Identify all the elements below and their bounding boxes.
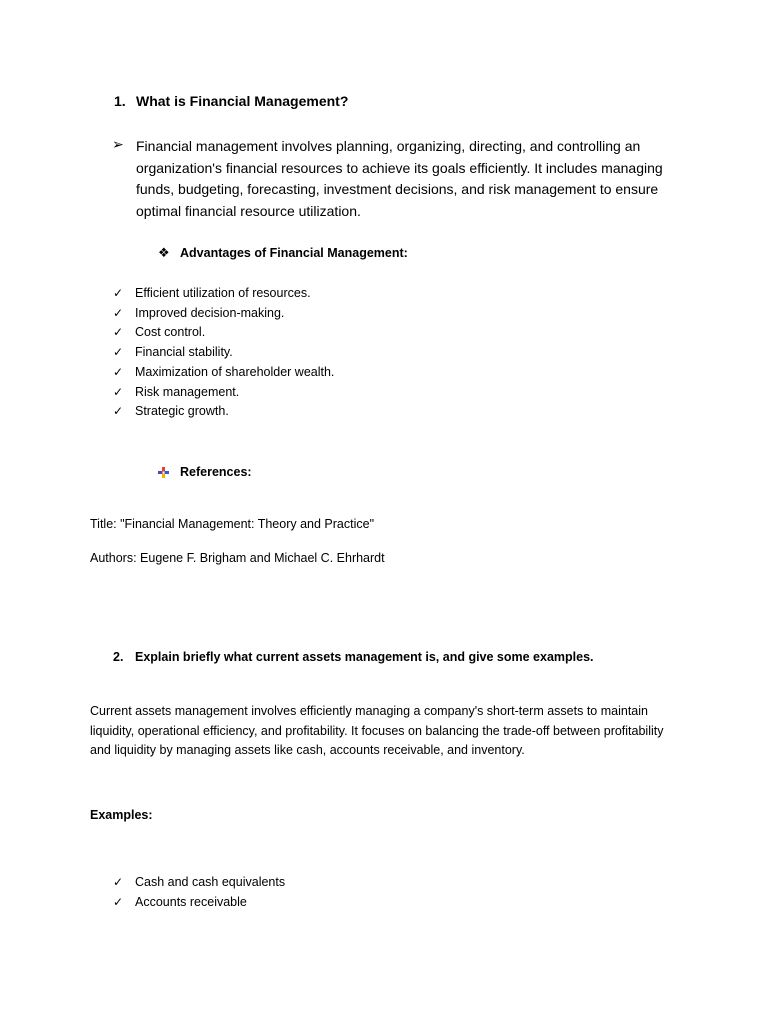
- reference-authors: Authors: Eugene F. Brigham and Michael C. Ehrhardt: [90, 551, 385, 565]
- list-item: [113, 873, 285, 893]
- list-item-text: Accounts receivable: [135, 894, 247, 909]
- list-item: [113, 893, 285, 913]
- section1-heading-text: What is Financial Management?: [136, 93, 349, 109]
- checkmark-icon: ✓: [113, 894, 124, 909]
- list-item-text: Efficient utilization of resources.: [135, 286, 311, 300]
- arrow-bullet-icon: ➢: [112, 136, 124, 152]
- list-item-text: Cash and cash equivalents: [135, 875, 286, 889]
- section2-heading-text: Explain briefly what current assets management is, and give some examples.: [135, 650, 594, 664]
- reference-title: Title: "Financial Management: Theory and Practice": [90, 517, 375, 531]
- list-item: [113, 284, 334, 304]
- list-item: [113, 343, 334, 363]
- list-item-text: Improved decision-making.: [135, 305, 285, 320]
- section2-number: 2.: [113, 650, 124, 664]
- section2-paragraph: Current assets management involves efficiently managing a company's short-term assets to maintain liquidity, operational efficiency, and profitability. It focuses on balancing the trade-off between profitability and liquidity by managing assets like cash, accounts receivable, and inventory.: [90, 704, 664, 758]
- list-item-text: Risk management.: [135, 384, 240, 399]
- checkmark-icon: ✓: [113, 345, 124, 360]
- section1-number: 1.: [114, 93, 126, 109]
- list-item-text: Financial stability.: [135, 345, 233, 360]
- advantages-heading-text: Advantages of Financial Management:: [180, 246, 408, 260]
- list-item-text: Maximization of shareholder wealth.: [135, 364, 335, 379]
- advantages-list: [113, 284, 334, 422]
- checkmark-icon: ✓: [113, 384, 124, 399]
- section1-heading: [114, 93, 348, 109]
- checkmark-icon: ✓: [113, 286, 124, 300]
- checkmark-icon: ✓: [113, 875, 124, 889]
- advantages-heading: [158, 245, 408, 261]
- references-heading: [158, 465, 252, 479]
- list-item: [113, 402, 334, 422]
- checkmark-icon: ✓: [113, 325, 124, 340]
- list-item: [113, 383, 334, 403]
- examples-list: [113, 873, 285, 912]
- examples-label: Examples:: [90, 808, 153, 822]
- four-color-plus-icon: [158, 467, 180, 478]
- checkmark-icon: ✓: [113, 305, 124, 320]
- checkmark-icon: ✓: [113, 404, 124, 419]
- list-item-text: Strategic growth.: [135, 404, 229, 419]
- section1-paragraph: Financial management involves planning, organizing, directing, and controlling an organization's financial resources to achieve its goals efficiently. It includes managing funds, budgeting, forecasting, investment decisions, and risk management to ensure optimal financial resource utilization.: [136, 138, 663, 219]
- references-heading-text: References:: [180, 465, 252, 479]
- list-item: [113, 323, 334, 343]
- diamond-bullet-icon: ❖: [158, 245, 170, 260]
- list-item: [113, 363, 334, 383]
- list-item-text: Cost control.: [135, 325, 206, 340]
- checkmark-icon: ✓: [113, 364, 124, 379]
- list-item: [113, 304, 334, 324]
- section2-heading: [113, 650, 594, 664]
